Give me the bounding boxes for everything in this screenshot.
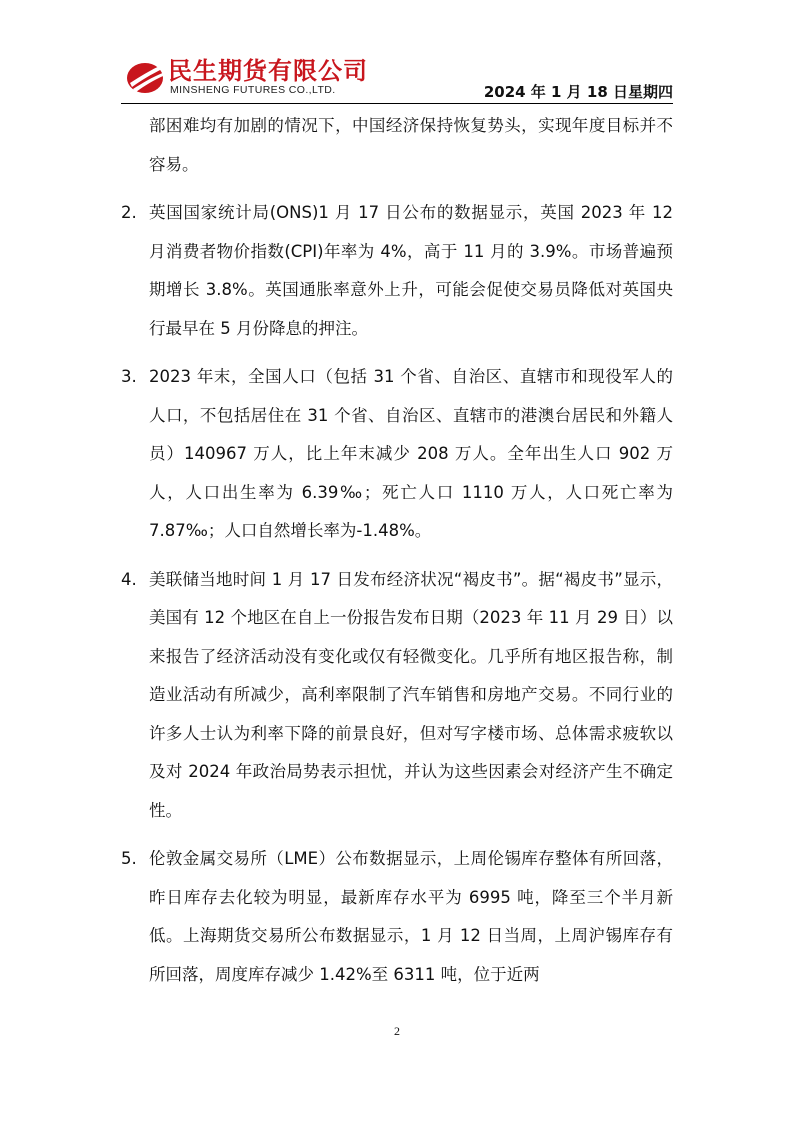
document-body bbox=[121, 107, 673, 994]
header-divider bbox=[121, 103, 673, 104]
list-item bbox=[121, 194, 673, 348]
list-item-text: 英国国家统计局(ONS)1 月 17 日公布的数据显示，英国 2023 年 12 月消费者物价指数(CPI)年率为 4%，高于 11 月的 3.9%。市场普遍预期增长 3.8%。英国通胀率意外上升，可能会促使交易员降低对英国央行最早在 5 月份降息的押注。 bbox=[149, 203, 673, 338]
page-header bbox=[0, 0, 794, 110]
report-date: 2024 年 1 月 18 日星期四 bbox=[483, 83, 673, 101]
list-item-number: 4. bbox=[121, 569, 137, 589]
continued-paragraph: 部困难均有加剧的情况下，中国经济保持恢复势头，实现年度目标并不容易。 bbox=[149, 116, 673, 174]
list-item-number: 5. bbox=[121, 849, 137, 868]
list-item bbox=[121, 561, 673, 831]
list-item bbox=[121, 358, 673, 551]
list-item bbox=[121, 840, 673, 994]
list-item-number: 2. bbox=[121, 203, 137, 222]
list-item-number: 3. bbox=[121, 367, 137, 386]
list-item-text: 美联储当地时间 1 月 17 日发布经济状况“褐皮书”。据“褐皮书”显示，美国有 12 个地区在自上一份报告发布日期（2023 年 11 月 29 日）以来报告了经济活动没有变化或仅有轻微变化。几乎所有地区报告称，制造业活动有所减少，高利率限制了汽车销售和房地产交易。不同行业的许多人士认为利率下降的前景良好，但对写字楼市场、总体需求疲软以及对 2024 年政治局势表示担忧，并认为这些因素会对经济产生不确定性。 bbox=[149, 569, 673, 820]
list-item-text: 伦敦金属交易所（LME）公布数据显示，上周伦锡库存整体有所回落，昨日库存去化较为明显，最新库存水平为 6995 吨，降至三个半月新低。上海期货交易所公布数据显示，1 月 12 日当周，上周沪锡库存有所回落，周度库存减少 1.42%至 6311 吨，位于近两 bbox=[149, 849, 673, 984]
company-name-en: MINSHENG FUTURES CO.,LTD. bbox=[170, 84, 336, 96]
list-item-text: 2023 年末，全国人口（包括 31 个省、自治区、直辖市和现役军人的人口，不包括居住在 31 个省、自治区、直辖市的港澳台居民和外籍人员）140967 万人，比上年末减少 208 万人。全年出生人口 902 万人，人口出生率为 6.39‰；死亡人口 1110 万人，人口死亡率为 7.87‰；人口自然增长率为-1.48%。 bbox=[149, 367, 673, 540]
page-number: 2 bbox=[394, 1024, 400, 1038]
company-name-cn: 民生期货有限公司 bbox=[168, 57, 368, 85]
company-logo bbox=[124, 56, 374, 100]
minsheng-emblem-icon bbox=[124, 56, 168, 100]
